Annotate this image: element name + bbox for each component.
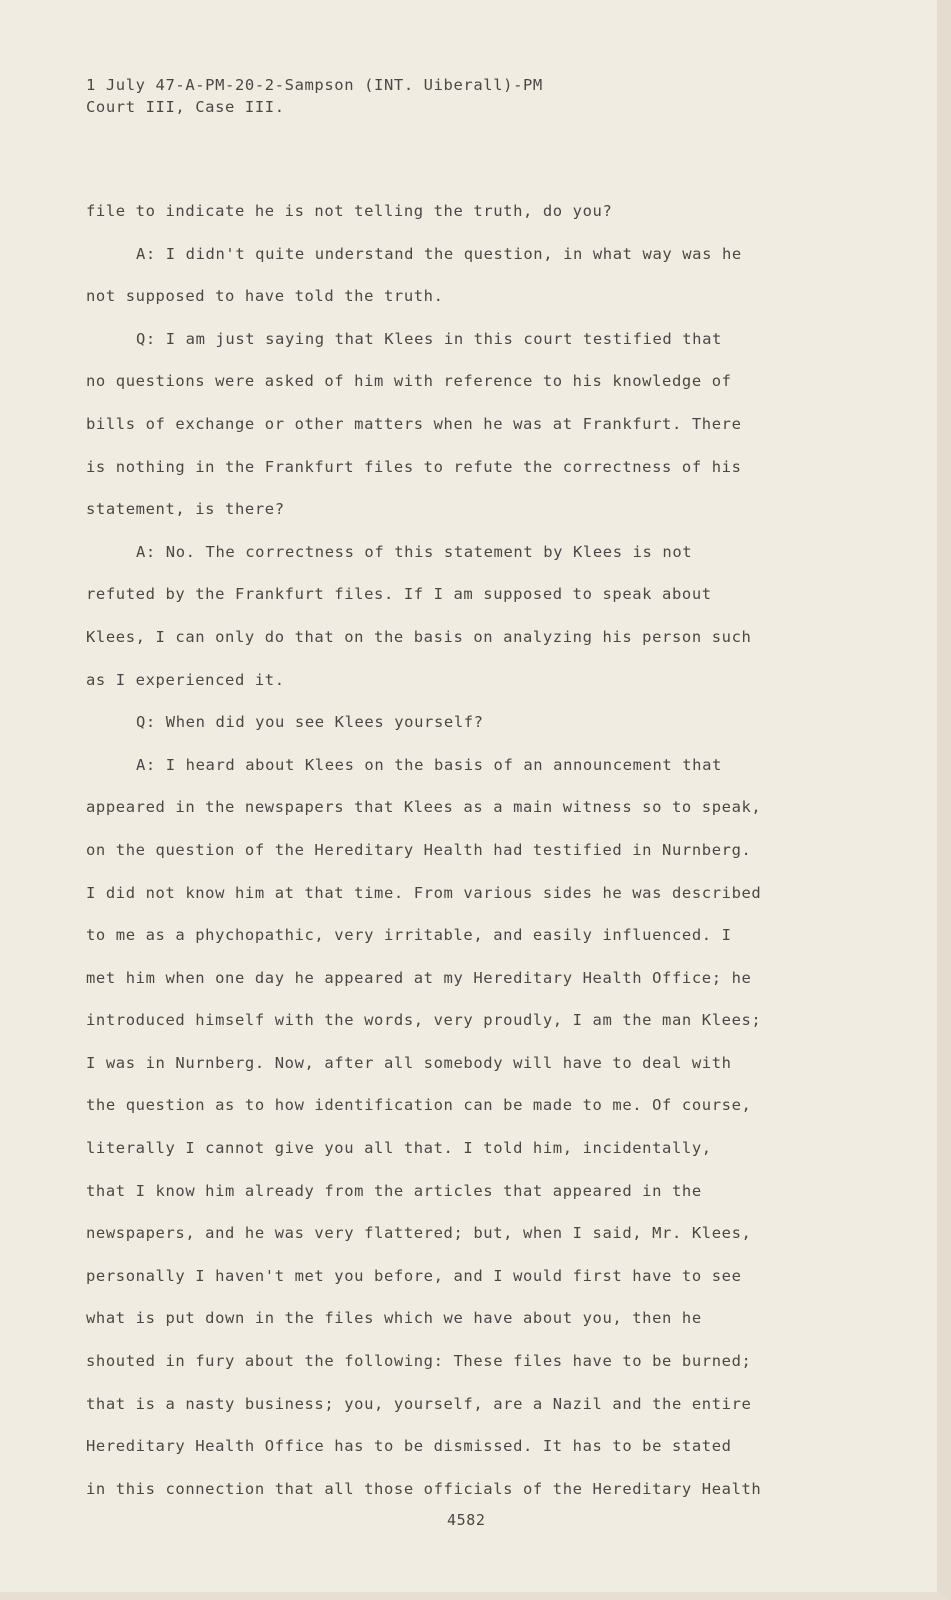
transcript-line: that I know him already from the articles that appeared in the (86, 1181, 702, 1200)
transcript-line: introduced himself with the words, very proudly, I am the man Klees; (86, 1011, 762, 1030)
header-court-line: Court III, Case III. (86, 98, 285, 116)
transcript-line: Hereditary Health Office has to be dismissed. It has to be stated (86, 1437, 732, 1456)
transcript-line: shouted in fury about the following: These files have to be burned; (86, 1352, 752, 1371)
transcript-line: appeared in the newspapers that Klees as a main witness so to speak, (86, 798, 762, 817)
transcript-line: refuted by the Frankfurt files. If I am supposed to speak about (86, 585, 712, 604)
transcript-line: statement, is there? (86, 500, 285, 519)
transcript-line: I did not know him at that time. From various sides he was described (86, 883, 762, 902)
transcript-line: I was in Nurnberg. Now, after all somebody will have to deal with (86, 1053, 732, 1072)
transcript-line: is nothing in the Frankfurt files to refute the correctness of his (86, 457, 742, 476)
page-number: 4582 (447, 1511, 486, 1529)
document-header (86, 74, 543, 118)
transcript-body (86, 200, 761, 1520)
transcript-line: Q: When did you see Klees yourself? (136, 713, 484, 732)
transcript-line: A: No. The correctness of this statement by Klees is not (136, 542, 693, 561)
transcript-line: file to indicate he is not telling the truth, do you? (86, 202, 613, 220)
transcript-line: no questions were asked of him with reference to his knowledge of (86, 372, 732, 391)
transcript-line: the question as to how identification can be made to me. Of course, (86, 1096, 752, 1115)
transcript-line: that is a nasty business; you, yourself, are a Nazil and the entire (86, 1394, 752, 1413)
transcript-line: A: I heard about Klees on the basis of an announcement that (136, 755, 722, 774)
transcript-line: to me as a phychopathic, very irritable, and easily influenced. I (86, 926, 732, 945)
transcript-line: bills of exchange or other matters when he was at Frankfurt. There (86, 414, 742, 433)
transcript-line: Q: I am just saying that Klees in this court testified that (136, 329, 722, 348)
transcript-line: on the question of the Hereditary Health had testified in Nurnberg. (86, 840, 752, 859)
transcript-line: as I experienced it. (86, 670, 285, 689)
transcript-line: newspapers, and he was very flattered; but, when I said, Mr. Klees, (86, 1224, 752, 1243)
transcript-line: met him when one day he appeared at my Hereditary Health Office; he (86, 968, 752, 987)
transcript-line: personally I haven't met you before, and I would first have to see (86, 1266, 742, 1285)
transcript-line: Klees, I can only do that on the basis on analyzing his person such (86, 627, 752, 646)
header-reference-line: 1 July 47-A-PM-20-2-Sampson (INT. Uiberall)-PM (86, 76, 543, 94)
transcript-line: what is put down in the files which we have about you, then he (86, 1309, 702, 1328)
transcript-line: A: I didn't quite understand the question, in what way was he (136, 244, 742, 263)
transcript-line: literally I cannot give you all that. I told him, incidentally, (86, 1139, 712, 1158)
transcript-line: not supposed to have told the truth. (86, 287, 444, 306)
transcript-line: in this connection that all those officials of the Hereditary Health (86, 1479, 762, 1498)
